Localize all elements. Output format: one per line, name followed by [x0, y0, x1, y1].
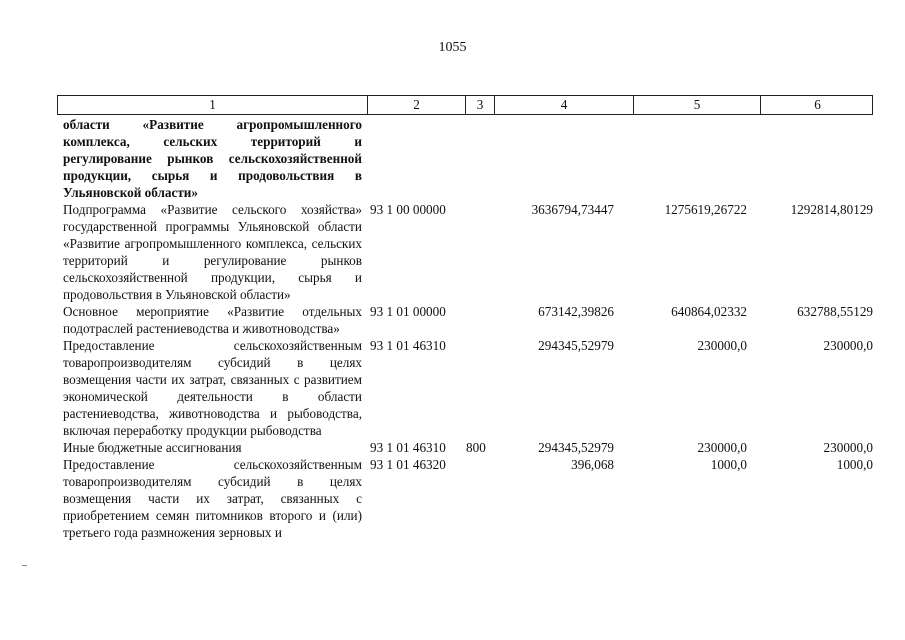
- table-row: [57, 116, 873, 201]
- row-value-6: 230000,0: [823, 338, 873, 353]
- table-row: [57, 439, 873, 456]
- margin-mark: [22, 565, 27, 566]
- row-value-5: [632, 116, 759, 201]
- row-value-4: 294345,52979: [538, 338, 614, 353]
- row-name: Предоставление сельскохозяйственным товаропроизводителям субсидий в целях возмещения части их затрат, связанных с развитием экономической деятельности в области растениеводства, животноводства и рыбоводства, включая переработку продукции рыбоводства: [63, 338, 362, 438]
- row-vr: [464, 201, 493, 303]
- header-col-3: 3: [465, 96, 494, 114]
- row-name: Предоставление сельскохозяйственным товаропроизводителям субсидий в целях возмещения части их затрат, связанных с приобретением семян питомников второго и (или) третьего года размножения зерновых и: [63, 457, 362, 540]
- row-code: 93 1 01 00000: [370, 304, 446, 319]
- budget-table: [57, 95, 873, 541]
- row-vr: [464, 456, 493, 541]
- row-value-5: 230000,0: [697, 338, 747, 353]
- row-value-4: 3636794,73447: [531, 202, 614, 217]
- row-vr: [464, 337, 493, 439]
- row-vr: [464, 116, 493, 201]
- row-value-5: 230000,0: [697, 440, 747, 455]
- row-vr: [464, 303, 493, 337]
- row-name: Подпрограмма «Развитие сельского хозяйства» государственной программы Ульяновской области «Развитие агропромышленного комплекса, сельских территорий и регулирование рынков сельскохозяйственной продукции, сырья и продовольствия в Ульяновской области»: [63, 202, 362, 302]
- row-name: Основное мероприятие «Развитие отдельных подотраслей растениеводства и животноводства»: [63, 304, 362, 336]
- row-code: 93 1 01 46320: [370, 457, 446, 472]
- table-row: [57, 303, 873, 337]
- row-code: 93 1 01 46310: [370, 440, 446, 455]
- row-value-6: 1292814,80129: [790, 202, 873, 217]
- row-value-6: 230000,0: [823, 440, 873, 455]
- table-row: [57, 337, 873, 439]
- row-code: [366, 116, 464, 201]
- row-value-6: 1000,0: [836, 457, 873, 472]
- header-col-1: 1: [209, 97, 216, 112]
- header-col-6: 6: [760, 96, 874, 114]
- row-value-4: 396,068: [571, 457, 614, 472]
- table-row: [57, 456, 873, 541]
- page-number: 1055: [438, 40, 467, 55]
- header-col-4: 4: [494, 96, 633, 114]
- row-value-5: 640864,02332: [671, 304, 747, 319]
- row-value-4: 673142,39826: [538, 304, 614, 319]
- row-value-4: 294345,52979: [538, 440, 614, 455]
- row-value-5: 1275619,26722: [664, 202, 747, 217]
- row-name: области «Развитие агропромышленного комплекса, сельских территорий и регулирование рынков сельскохозяйственной продукции, сырья и продовольствия в Ульяновской области»: [63, 117, 362, 200]
- header-col-2: 2: [367, 96, 465, 114]
- row-vr: 800: [466, 440, 486, 455]
- row-code: 93 1 00 00000: [370, 202, 446, 217]
- table-header: [57, 95, 873, 115]
- row-code: 93 1 01 46310: [370, 338, 446, 353]
- row-value-4: [493, 116, 632, 201]
- table-row: [57, 201, 873, 303]
- row-name: Иные бюджетные ассигнования: [63, 440, 242, 455]
- header-col-5: 5: [633, 96, 760, 114]
- row-value-5: 1000,0: [710, 457, 747, 472]
- row-value-6: 632788,55129: [797, 304, 873, 319]
- row-value-6: [759, 116, 873, 201]
